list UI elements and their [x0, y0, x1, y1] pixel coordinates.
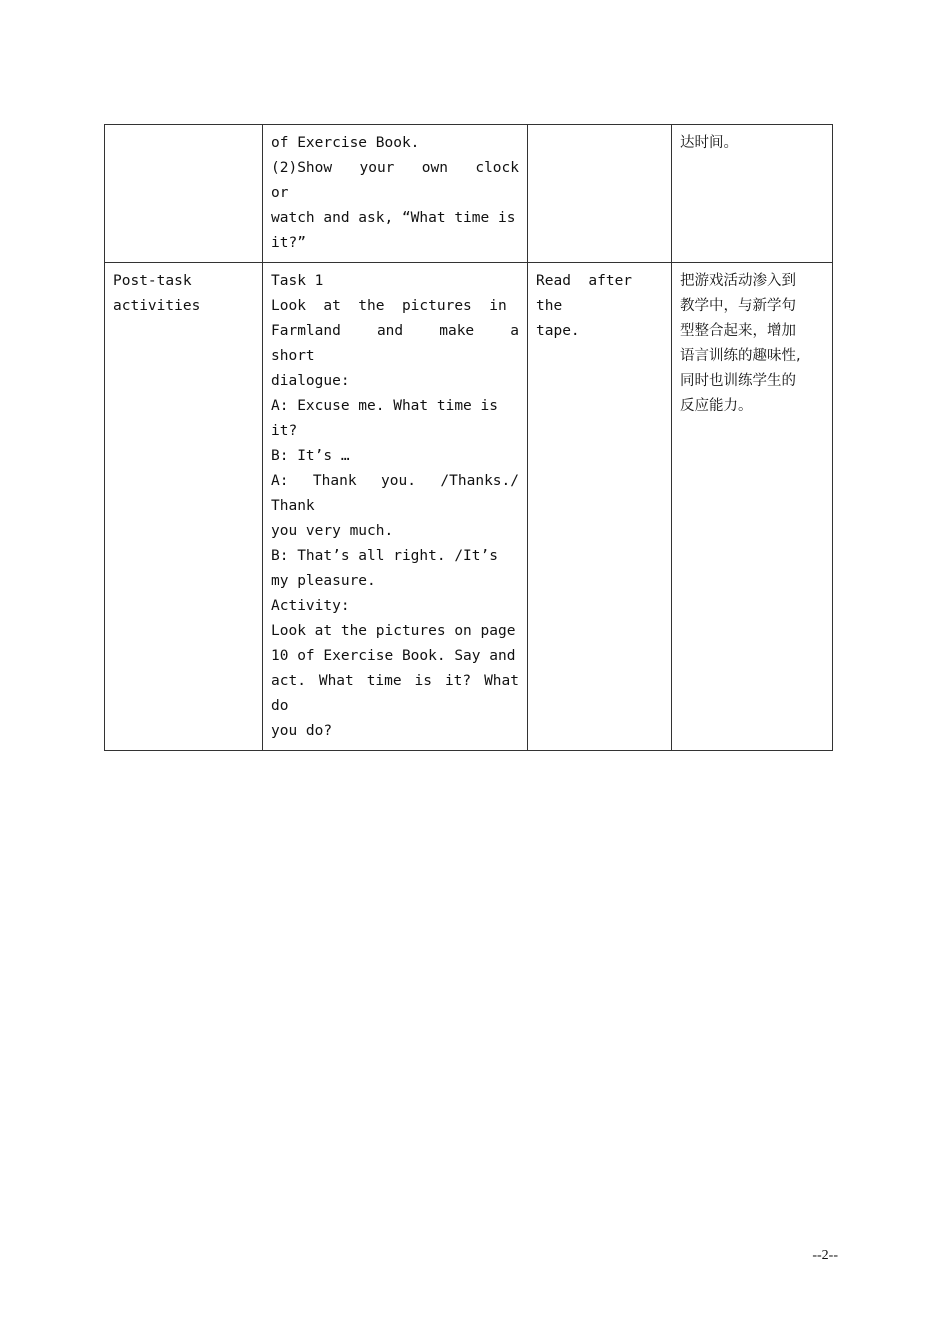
cell-text-line: of Exercise Book.: [271, 135, 420, 151]
cell-text-line: 反应能力。: [680, 398, 753, 414]
cell-text-line: Look at the pictures in: [271, 298, 507, 314]
cell-text-line: Look at the pictures on page: [271, 623, 516, 639]
cell-text-line: B: It’s …: [271, 448, 350, 464]
page-number: --2--: [812, 1248, 838, 1263]
cell-text-line: 教学中，与新学句: [680, 298, 796, 314]
purpose-cell: [672, 125, 833, 263]
stage-cell: [105, 263, 263, 751]
cell-text-line: 把游戏活动渗入到: [680, 273, 796, 289]
activity-cell: [263, 125, 537, 263]
cell-text-line: B: That’s all right. /It’s: [271, 548, 498, 564]
student-activity-cell: [528, 125, 672, 263]
cell-text-line: Read after the: [536, 273, 650, 314]
cell-text-line: it?: [271, 423, 298, 439]
cell-text-line: you very much.: [271, 523, 394, 539]
cell-text-line: 同时也训练学生的: [680, 373, 796, 389]
cell-text-line: dialogue:: [271, 373, 350, 389]
cell-text-line: Farmland and make a short: [271, 323, 537, 364]
cell-text-line: 达时间。: [680, 135, 738, 151]
cell-text-line: watch and ask, “What time is: [271, 210, 516, 226]
cell-text-line: Activity:: [271, 598, 350, 614]
purpose-cell: [672, 263, 833, 751]
table-row: [105, 263, 833, 751]
student-activity-cell: [528, 263, 672, 751]
lesson-plan-table: [104, 124, 833, 751]
cell-text-line: tape.: [536, 323, 580, 339]
cell-text-line: (2)Show your own clock or: [271, 160, 537, 201]
table-row: [105, 125, 833, 263]
activity-cell: [263, 263, 537, 751]
cell-text-line: A: Excuse me. What time is: [271, 398, 498, 414]
stage-cell: [105, 125, 263, 263]
cell-text-line: you do?: [271, 723, 333, 739]
cell-text-line: activities: [113, 298, 201, 314]
cell-text-line: A: Thank you. /Thanks./ Thank: [271, 473, 528, 514]
cell-text-line: 10 of Exercise Book. Say and: [271, 648, 516, 664]
cell-text-line: 语言训练的趣味性,: [680, 348, 801, 364]
cell-text-line: act. What time is it? What do: [271, 673, 528, 714]
cell-text-line: Post-task: [113, 273, 192, 289]
cell-text-line: it?”: [271, 235, 306, 251]
cell-text-line: my pleasure.: [271, 573, 376, 589]
cell-text-line: Task 1: [271, 273, 324, 289]
cell-text-line: 型整合起来，增加: [680, 323, 796, 339]
